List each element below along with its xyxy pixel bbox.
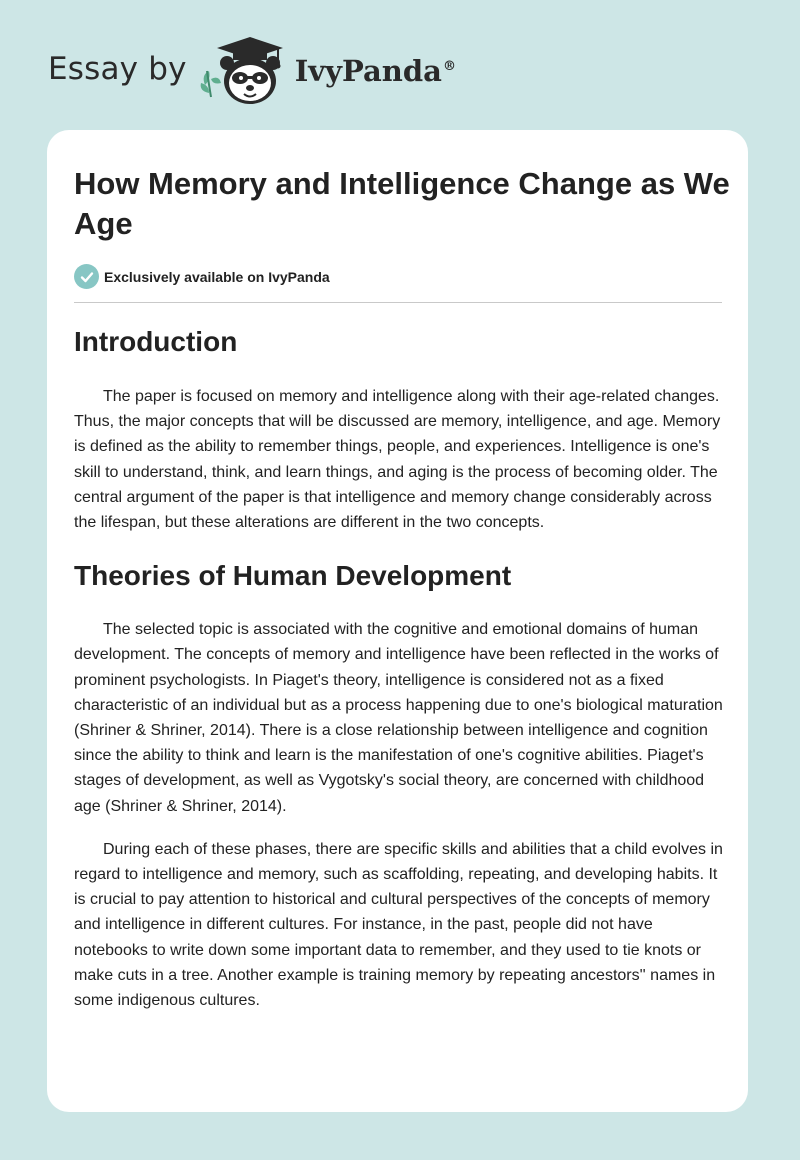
badge-text: Exclusively available on IvyPanda [104,268,330,285]
section-introduction [74,322,724,535]
section-heading: Introduction [74,326,238,357]
site-brand[interactable] [48,36,456,106]
section-heading: Theories of Human Development [74,560,512,592]
section-theories [74,556,724,1013]
paragraph: The selected topic is associated with the cognitive and emotional domains of human development. The concepts of memory and intelligence have been reflected in the works of prominent psychologists. In Piaget's theory, intelligence is considered not as a fixed characteristic of an individual but as a process happening due to one's biological maturation (Shriner & Shriner, 2014). There is a close relationship between intelligence and cognition since the ability to think and learn is the manifestation of one's cognitive abilities. Piaget's stages of development, as well as Vygotsky's social theory, are concerned with childhood age (Shriner & Shriner, 2014). [74,621,723,815]
divider [74,302,722,303]
paragraph: The paper is focused on memory and intelligence along with their age-related changes. Thus, the major concepts that will be discussed are memory, intelligence, and age. Memory is defined as the ability to remember things, people, and experiences. Intelligence is one's skill to understand, think, and learn things, and aging is the process of becoming older. The central argument of the paper is that intelligence and memory change considerably across the lifespan, but these alterations are different in the two concepts. [74,388,721,532]
brand-prefix: Essay by [48,51,187,87]
essay-content [74,322,724,1013]
exclusive-badge [74,264,330,289]
page-title: How Memory and Intelligence Change as We Age [74,166,730,241]
registered-mark: ® [442,59,456,75]
check-circle-icon [74,264,99,289]
brand-name: IvyPanda® [294,54,456,88]
panda-graduate-logo-icon [197,35,289,107]
paragraph: During each of these phases, there are specific skills and abilities that a child evolves in regard to intelligence and memory, such as scaffolding, repeating, and developing habits. It is crucial to pay attention to historical and cultural perspectives of the concepts of memory and intelligence in different cultures. For instance, in the past, people did not have notebooks to write down some important data to remember, and they used to tie knots or make cuts in a tree. Another example is training memory by repeating ancestors'' names in some indigenous cultures. [74,840,723,1010]
essay-card [47,130,748,1112]
